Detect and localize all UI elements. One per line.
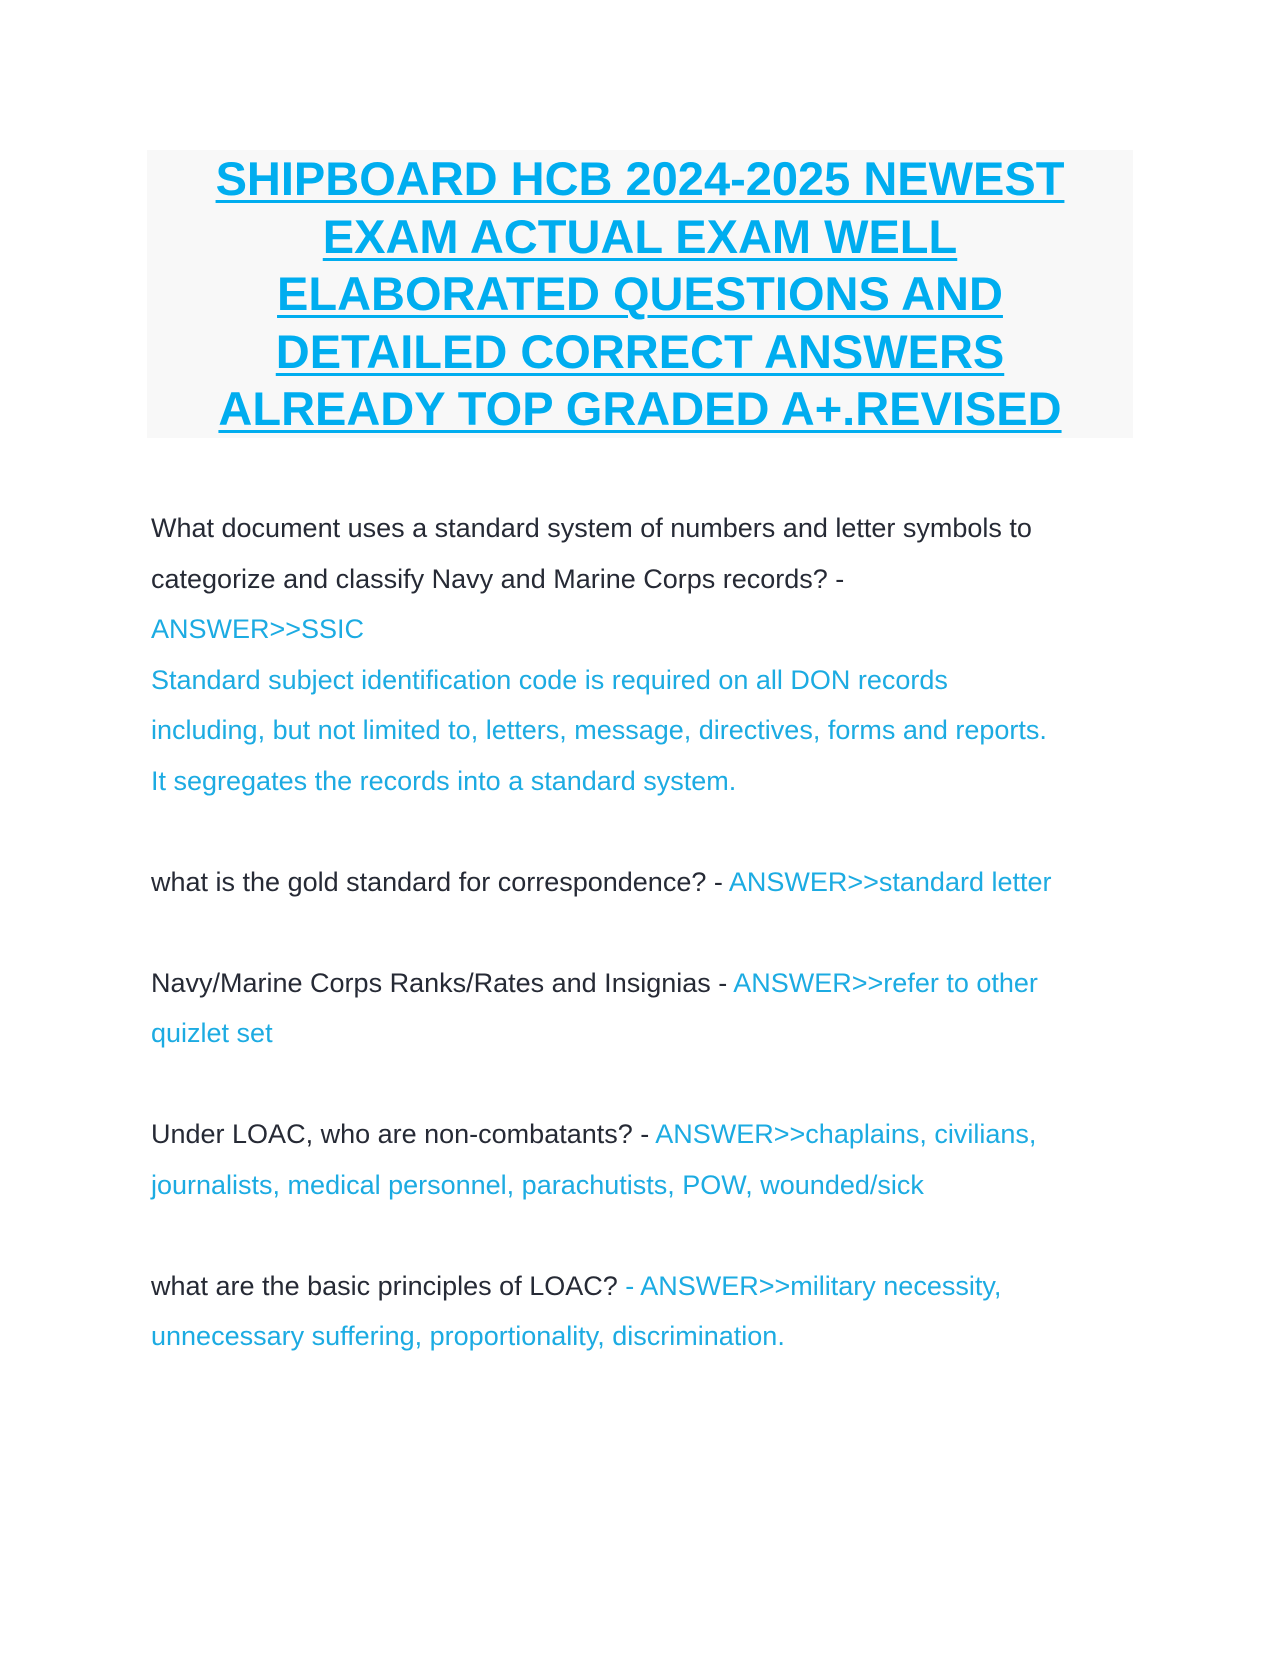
question-text: categorize and classify Navy and Marine Corps records? - <box>151 563 845 594</box>
answer-text: ANSWER>>SSIC <box>151 614 365 644</box>
answer-text: - ANSWER>>military necessity, <box>625 1270 1002 1301</box>
title-line: SHIPBOARD HCB 2024-2025 NEWEST <box>215 152 1065 205</box>
qa-item-ssic <box>151 503 1141 806</box>
qa-item-gold-standard <box>151 857 1141 908</box>
title-line: ELABORATED QUESTIONS AND <box>277 267 1003 320</box>
question-text: Under LOAC, who are non-combatants? - <box>151 1119 656 1149</box>
question-text: Navy/Marine Corps Ranks/Rates and Insignias - <box>151 967 734 998</box>
answer-text: including, but not limited to, letters, message, directives, forms and reports. <box>151 715 1047 745</box>
title-banner <box>147 150 1133 438</box>
answer-text: quizlet set <box>151 1018 273 1048</box>
document-title <box>147 150 1133 438</box>
answer-text: ANSWER>>standard letter <box>728 866 1052 897</box>
answer-text: unnecessary suffering, proportionality, discrimination. <box>151 1321 785 1351</box>
question-text: what are the basic principles of LOAC? <box>151 1270 626 1301</box>
title-line: ALREADY TOP GRADED A+.REVISED <box>218 382 1062 435</box>
answer-text: journalists, medical personnel, parachutists, POW, wounded/sick <box>151 1169 924 1200</box>
answer-text: It segregates the records into a standard system. <box>151 765 737 796</box>
qa-item-non-combatants <box>151 1109 1141 1210</box>
qa-item-ranks <box>151 958 1141 1059</box>
question-text: what is the gold standard for correspondence? - <box>151 866 729 897</box>
title-line: EXAM ACTUAL EXAM WELL <box>322 209 958 263</box>
answer-text: ANSWER>>chaplains, civilians, <box>655 1119 1037 1149</box>
qa-list <box>151 503 1141 1412</box>
answer-text: ANSWER>>refer to other <box>733 967 1038 998</box>
qa-item-loac-principles <box>151 1261 1141 1362</box>
answer-text: Standard subject identification code is required on all DON records <box>151 664 948 695</box>
question-text: What document uses a standard system of numbers and letter symbols to <box>151 513 1032 543</box>
title-line: DETAILED CORRECT ANSWERS <box>275 324 1005 378</box>
